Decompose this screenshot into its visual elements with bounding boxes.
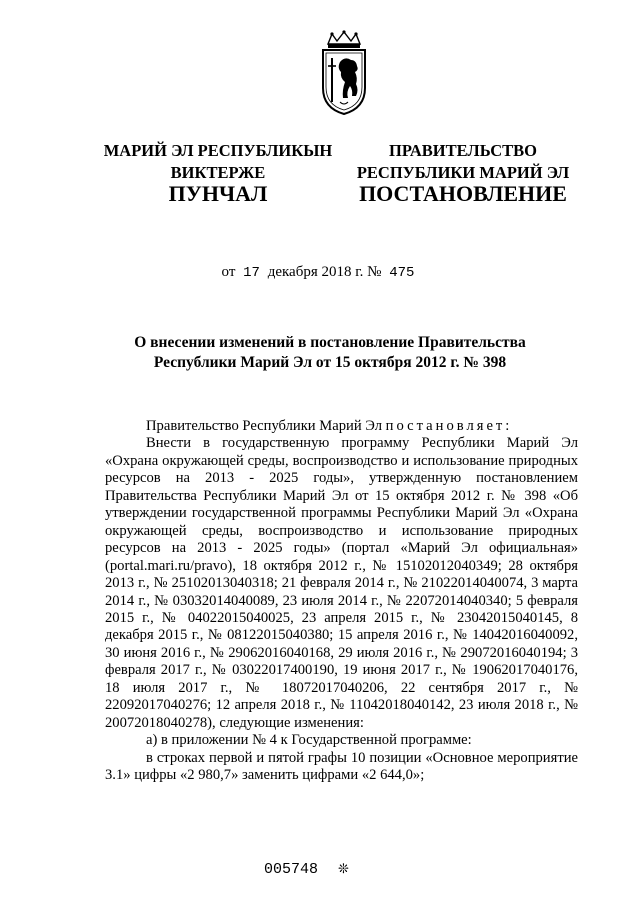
intro-paragraph xyxy=(105,418,578,435)
document-type-russian: ПОСТАНОВЛЕНИЕ xyxy=(359,181,567,206)
document-subject xyxy=(60,333,600,373)
date-month-year: декабря 2018 г. № xyxy=(267,264,382,280)
header-right-line1: ПРАВИТЕЛЬСТВО xyxy=(389,141,537,160)
header-right-line2: РЕСПУБЛИКИ МАРИЙ ЭЛ xyxy=(356,163,570,182)
item-a-text-paragraph: в строках первой и пятой графы 10 позиции «Основное мероприятие 3.1» цифры «2 980,7» заменить цифрами «2 644,0»; xyxy=(105,749,578,784)
serial-number: 005748 xyxy=(264,861,319,878)
item-a-paragraph: а) в приложении № 4 к Государственной программе: xyxy=(146,732,472,749)
header-left-line2: ВИКТЕРЖЕ xyxy=(170,163,266,182)
subject-line2: Республики Марий Эл от 15 октября 2012 г. № 398 xyxy=(153,354,507,371)
document-body xyxy=(105,418,578,785)
header-left-organization xyxy=(92,140,344,184)
main-paragraph: Внести в государственную программу Республики Марий Эл «Охрана окружающей среды, воспроизводство и использование природных ресурсов на 2013 - 2025 годы», утвержденную постановлением Правительства Республики Марий Эл от 15 октября 2012 г. № 398 «Об утверждении государственной программы Республики Марий Эл «Охрана окружающей среды, воспроизводство и использование природных ресурсов на 2013 - 2025 годы» (портал «Марий Эл официальная» (portal.mari.ru/pravo), 18 октября 2012 г., № 15102012040349; 28 октября 2013 г., № 25102013040318; 21 февраля 2014 г., № 21022014040074, 3 марта 2014 г., № 03032014040089, 23 июля 2014 г., № 22072014040340; 5 февраля 2015 г., № 04022015040025, 23 апреля 2015 г., № 23042015040145, 8 декабря 2015 г., № 08122015040380; 15 апреля 2016 г., № 14042016040092, 30 июня 2016 г., № 29062016040168, 29 июля 2016 г., № 29072016040194; 3 февраля 2017 г., № 03022017400190, 19 июня 2017 г., № 19062017040176, 18 июля 2017 г., № 18072017040206, 22 сентября 2017 г., № 22092017040276; 12 апреля 2018 г., № 11042018040142, 23 июля 2018 г., № 20072018040278), следующие изменения: xyxy=(105,435,578,731)
date-day: 17 xyxy=(243,265,260,281)
intro-prefix: Правительство Республики Марий Эл xyxy=(146,418,383,434)
header-left-line1: МАРИЙ ЭЛ РЕСПУБЛИКЫН xyxy=(103,141,333,160)
intro-resolves: постановляет: xyxy=(385,418,513,434)
header-right-organization xyxy=(352,140,574,184)
footer-serial xyxy=(264,860,349,880)
date-prefix: от xyxy=(221,264,236,280)
document-number: 475 xyxy=(389,265,415,281)
coat-of-arms-emblem xyxy=(318,30,370,116)
document-type-mari: ПУНЧАЛ xyxy=(168,181,268,206)
subject-line1: О внесении изменений в постановление Правительства xyxy=(134,334,526,351)
asterisk-mark-icon: ❊ xyxy=(338,862,349,877)
date-line xyxy=(0,262,640,283)
